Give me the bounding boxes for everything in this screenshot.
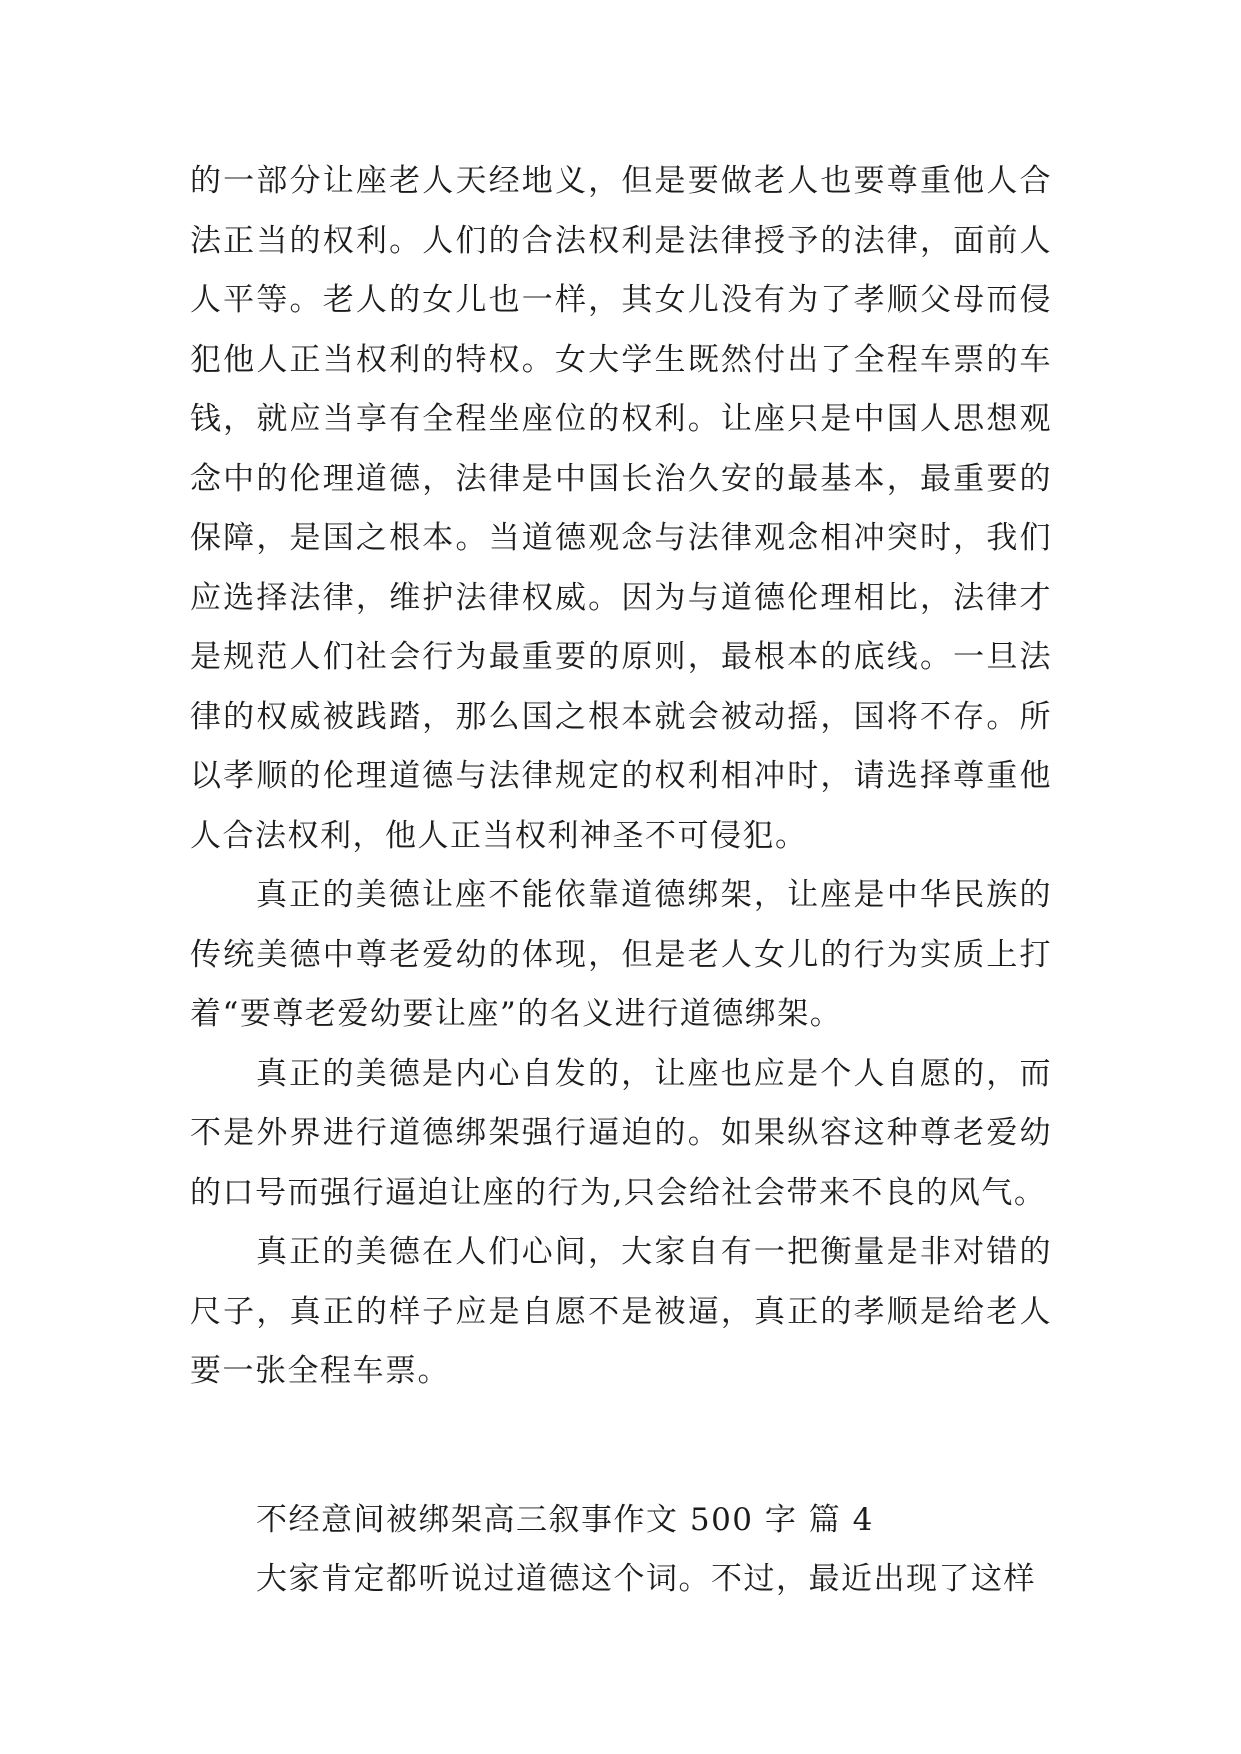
paragraph: 大家肯定都听说过道德这个词。不过，最近出现了这样 [256,1561,1036,1597]
section-spacer [190,1402,1052,1491]
document-body [190,152,1052,1610]
paragraph: 真正的美德是内心自发的，让座也应是个人自愿的，而不是外界进行道德绑架强行逼迫的。如果纵容这种尊老爱幼的口号而强行逼迫让座的行为,只会给社会带来不良的风气。 [190,1055,1052,1211]
paragraph: 真正的美德在人们心间，大家自有一把衡量是非对错的尺子，真正的样子应是自愿不是被逼，真正的孝顺是给老人要一张全程车票。 [190,1234,1052,1389]
section-heading: 不经意间被绑架高三叙事作文 500 字 篇 4 [256,1501,874,1538]
paragraph: 真正的美德让座不能依靠道德绑架，让座是中华民族的传统美德中尊老爱幼的体现，但是老人女儿的行为实质上打着“要尊老爱幼要让座”的名义进行道德绑架。 [190,877,1052,1032]
paragraph-continued: 的一部分让座老人天经地义，但是要做老人也要尊重他人合法正当的权利。人们的合法权利是法律授予的法律，面前人人平等。老人的女儿也一样，其女儿没有为了孝顺父母而侵犯他人正当权利的特权。女大学生既然付出了全程车票的车钱，就应当享有全程坐座位的权利。让座只是中国人思想观念中的伦理道德，法律是中国长治久安的最基本，最重要的保障，是国之根本。当道德观念与法律观念相冲突时，我们应选择法律，维护法律权威。因为与道德伦理相比，法律才是规范人们社会行为最重要的原则，最根本的底线。一旦法律的权威被践踏，那么国之根本就会被动摇，国将不存。所以孝顺的伦理道德与法律规定的权利相冲时，请选择尊重他人合法权利，他人正当权利神圣不可侵犯。 [190,163,1052,854]
